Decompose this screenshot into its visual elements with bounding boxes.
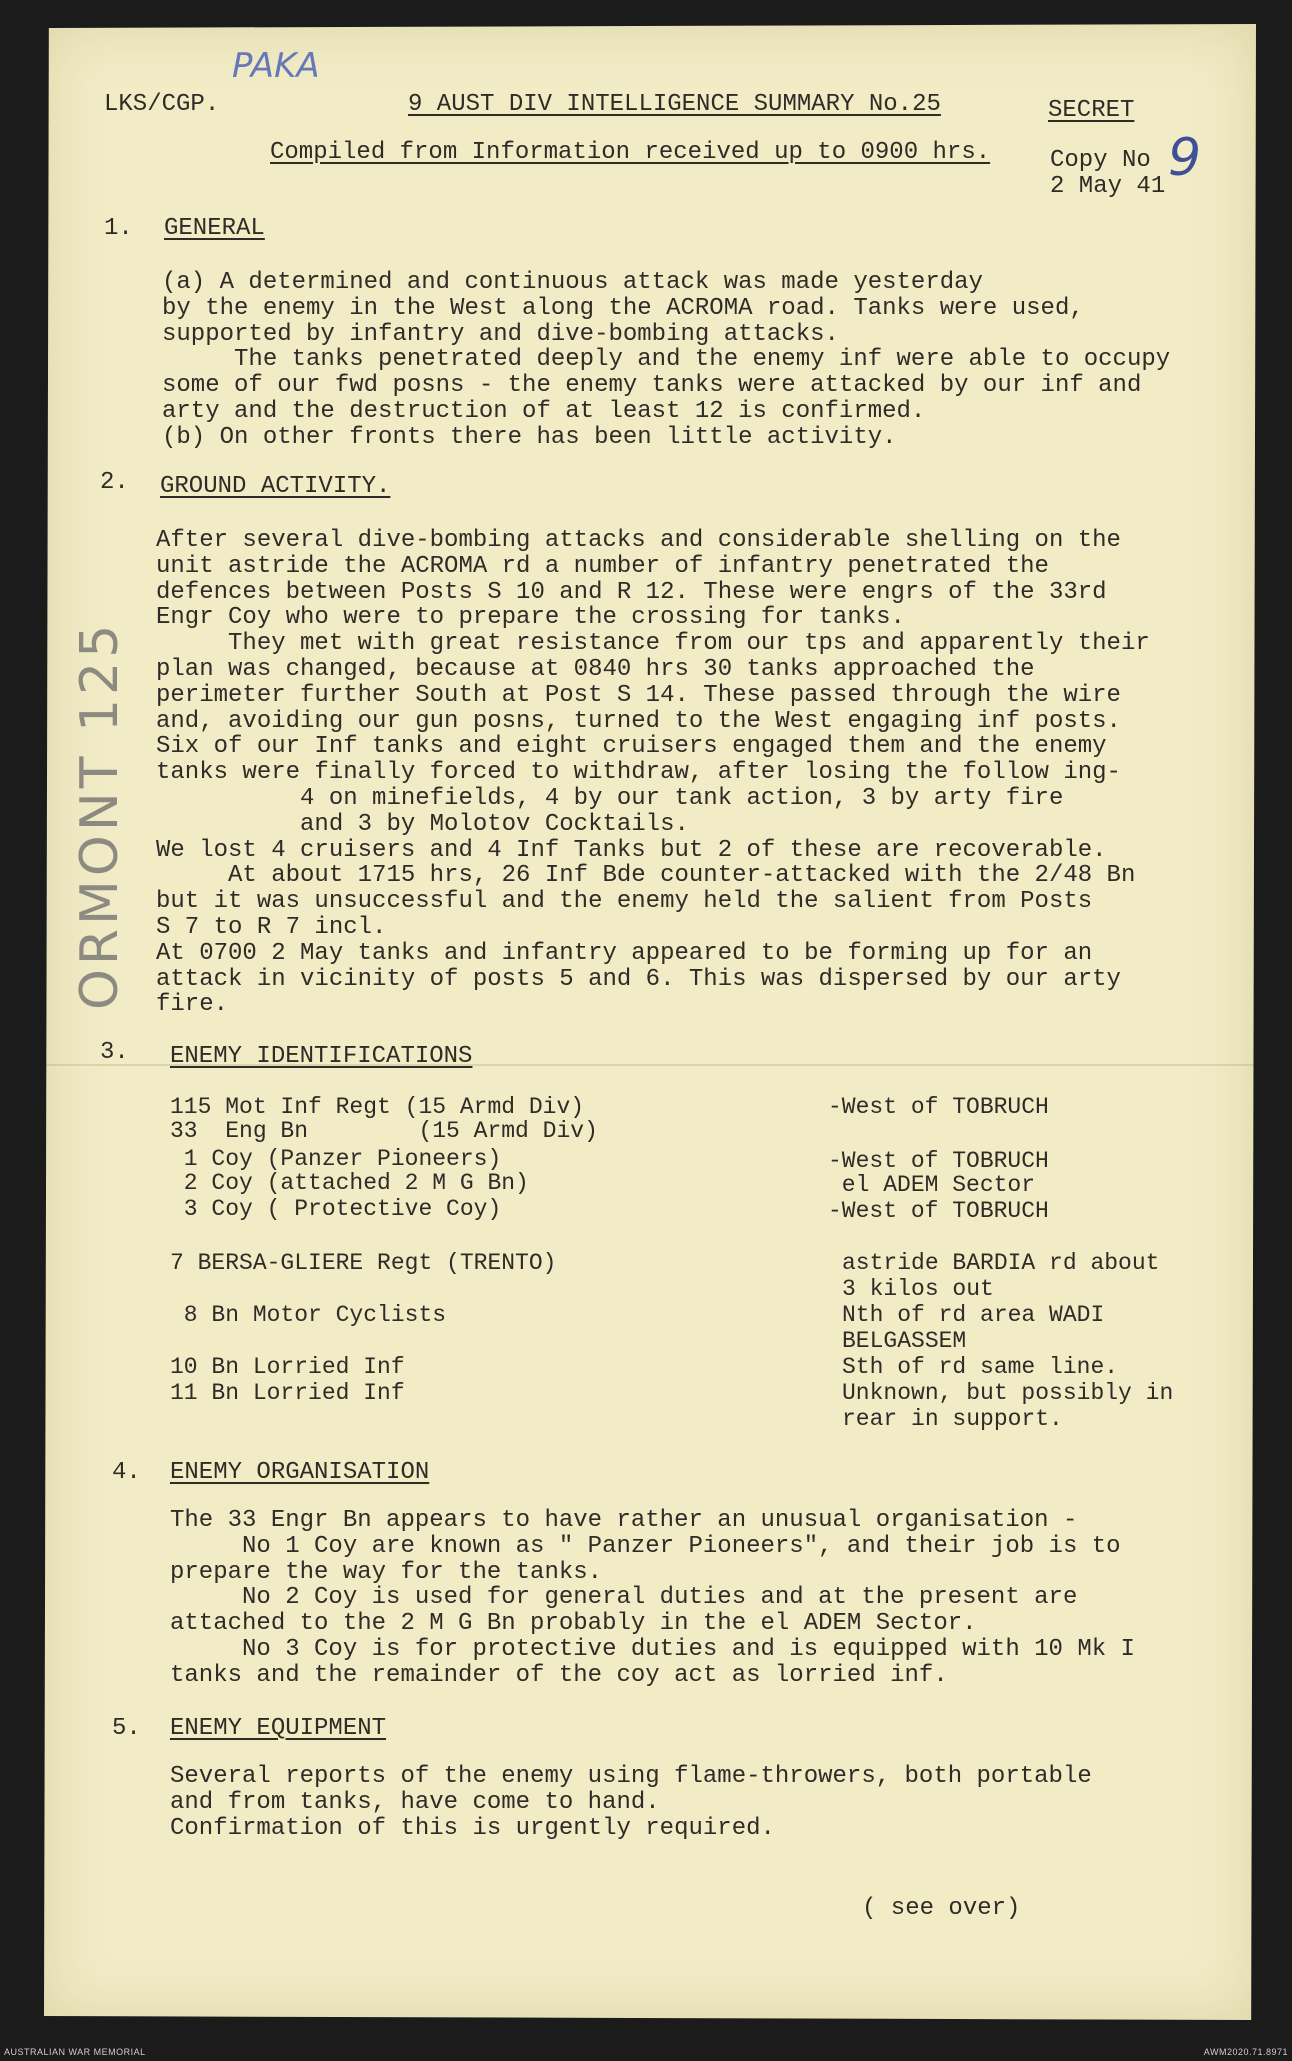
identification-location: -West of TOBRUCH — [828, 1148, 1049, 1174]
document-date: 2 May 41 — [1050, 173, 1166, 200]
section-2-number: 2. — [100, 469, 129, 496]
section-2-body: After several dive-bombing attacks and considerable shelling on the unit astride the ACROMA rd a number of infantry penetrated the defences between Posts S 10 and R 12. These were engrs of the 33rd Engr Coy who were to prepare the crossing for tanks. They met with great resistance from our tps and apparently their plan was changed, because at 0840 hrs 30 tanks approached the perimeter further South at Post S 14. These passed through the wire and, avoiding our gun posns, turned to the West engaging inf posts. Six of our Inf tanks and eight cruisers engaged them and the enemy tanks were finally forced to withdraw, after losing the follow ing- 4 on minefields, 4 by our tank action, 3 by arty fire and 3 by Molotov Cocktails. We lost 4 cruisers and 4 Inf Tanks but 2 of these are recoverable. At about 1715 hrs, 26 Inf Bde counter-attacked with the 2/48 Bn but it was unsuccessful and the enemy held the salient from Posts S 7 to R 7 incl. At 0700 2 May tanks and infantry appeared to be forming up for an attack in vicinity of posts 5 and 6. This was dispersed by our arty fire. — [156, 527, 1150, 1019]
classification-label: SECRET — [1048, 97, 1135, 124]
identification-location: -West of TOBRUCH — [828, 1094, 1049, 1120]
identification-unit: 3 Coy ( Protective Coy) — [170, 1196, 502, 1222]
section-5-body: Several reports of the enemy using flame-throwers, both portable and from tanks, have come to hand. Confirmation of this is urgently required. — [170, 1763, 1092, 1842]
section-1-number: 1. — [104, 215, 133, 242]
reference-code: LKS/CGP. — [104, 91, 220, 118]
identification-unit: 2 Coy (attached 2 M G Bn) — [170, 1170, 529, 1196]
identification-unit: 8 Bn Motor Cyclists — [170, 1302, 447, 1328]
archive-credit: AUSTRALIAN WAR MEMORIAL — [4, 2047, 146, 2057]
identification-unit: 1 Coy (Panzer Pioneers) — [170, 1146, 502, 1172]
section-4-body: The 33 Engr Bn appears to have rather an unusual organisation - No 1 Coy are known as " Panzer Pioneers", and their job is to prepare the way for the tanks. No 2 Coy is used for general duties and at the present are attached to the 2 M G Bn probably in the el ADEM Sector. No 3 Coy is for protective duties and is equipped with 10 Mk I tanks and the remainder of the coy act as lorried inf. — [170, 1507, 1135, 1689]
identification-unit: 115 Mot Inf Regt (15 Armd Div) — [170, 1094, 585, 1120]
copy-label: Copy No — [1050, 147, 1151, 174]
section-5-heading: ENEMY EQUIPMENT — [170, 1715, 387, 1742]
section-1-body: (a) A determined and continuous attack was made yesterday by the enemy in the West along the ACROMA road. Tanks were used, supported by infantry and dive-bombing attacks. The tanks penetrated deeply and the enemy inf were able to occupy some of our fwd posns - the enemy tanks were attacked by our inf and arty and the destruction of at least 12 is confirmed. (b) On other fronts there has been little activity. — [162, 269, 1171, 451]
section-2-heading: GROUND ACTIVITY. — [160, 473, 391, 500]
identification-unit: 10 Bn Lorried Inf — [170, 1354, 405, 1380]
handwritten-tag: PAKA — [232, 46, 320, 86]
section-1-heading: GENERAL — [164, 215, 265, 242]
section-3-number: 3. — [100, 1039, 129, 1066]
identification-location: astride BARDIA rd about 3 kilos out — [842, 1250, 1160, 1302]
identification-location: -West of TOBRUCH — [828, 1198, 1049, 1224]
section-4-number: 4. — [112, 1459, 141, 1486]
identification-unit: 7 BERSA-GLIERE Regt (TRENTO) — [170, 1250, 557, 1276]
identification-location: Unknown, but possibly in rear in support. — [842, 1380, 1174, 1432]
pencil-margin-note: ORMONT 125 — [70, 620, 130, 1010]
see-over-note: ( see over) — [862, 1895, 1021, 1922]
section-5-number: 5. — [112, 1715, 141, 1742]
identification-unit: 33 Eng Bn (15 Armd Div) — [170, 1118, 598, 1144]
copy-number: 9 — [1168, 128, 1202, 188]
identification-location: Nth of rd area WADI BELGASSEM — [842, 1302, 1105, 1354]
section-3-heading: ENEMY IDENTIFICATIONS — [170, 1043, 473, 1070]
identification-location: Sth of rd same line. — [842, 1354, 1119, 1380]
compiled-note: Compiled from Information received up to 0900 hrs. — [270, 139, 991, 166]
archive-reference: AWM2020.71.8971 — [1203, 2047, 1288, 2057]
identification-unit: 11 Bn Lorried Inf — [170, 1380, 405, 1406]
identification-location: el ADEM Sector — [828, 1172, 1036, 1198]
document-title: 9 AUST DIV INTELLIGENCE SUMMARY No.25 — [408, 91, 941, 118]
section-4-heading: ENEMY ORGANISATION — [170, 1459, 430, 1486]
